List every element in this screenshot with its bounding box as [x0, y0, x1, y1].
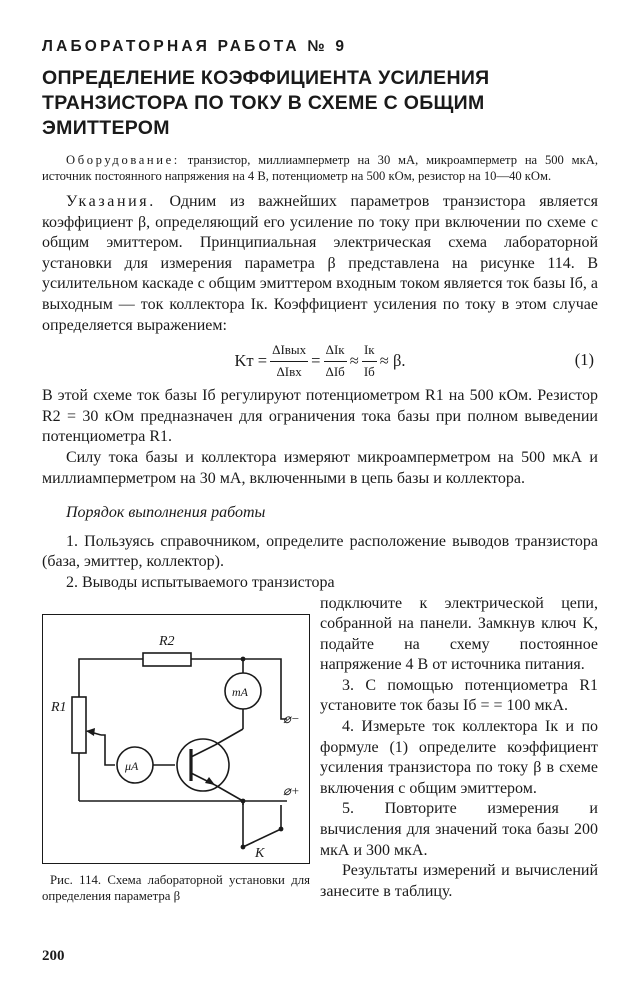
formula-eq: =: [311, 350, 321, 370]
label-r1: R1: [51, 699, 67, 715]
formula-1: [42, 336, 598, 386]
procedure-step-1: 1. Пользуясь справочником, определите расположение выводов транзистора (база, эмиттер, коллектор).: [42, 532, 598, 571]
page-number: 200: [42, 948, 65, 964]
instructions-paragraph-3: Силу тока базы и коллектора измеряют микроамперметром на 500 мкА и миллиамперметром на 30 мА, включенными в цепь базы и коллектора.: [42, 448, 598, 487]
instructions-paragraph-1: [42, 192, 598, 336]
figure-caption: Рис. 114. Схема лабораторной установки для определения параметра β: [42, 872, 310, 903]
procedure-step-2-cont: подключите к электрической цепи, собранной на панели. Замкнув ключ K, подайте на схему постоянное напряжение 4 В от источника питания.: [320, 594, 598, 674]
page-title: ОПРЕДЕЛЕНИЕ КОЭФФИЦИЕНТА УСИЛЕНИЯ ТРАНЗИСТОРА ПО ТОКУ В СХЕМЕ С ОБЩИМ ЭМИТТЕРОМ: [42, 67, 490, 139]
formula-f1-num: ΔIвых: [270, 340, 308, 362]
procedure-heading: Порядок выполнения работы: [66, 504, 266, 522]
formula-number: (1): [574, 350, 594, 370]
formula-rhs: ≈ β.: [379, 350, 406, 370]
circuit-svg: [43, 615, 309, 863]
label-ua: μA: [125, 758, 139, 773]
wire-top-left: [79, 659, 143, 697]
procedure-step-5: 5. Повторите измерения и вычисления для значений тока базы 200 мкА и 300 мкА.: [320, 800, 598, 859]
figure-section: [42, 594, 598, 924]
transistor-body: [177, 739, 229, 791]
formula-f1-den: ΔIвх: [276, 363, 302, 379]
page-content: [42, 38, 598, 924]
node-dot-1: [241, 656, 246, 661]
formula-fraction-3: [362, 340, 377, 382]
instructions-label: Указания.: [66, 193, 156, 210]
formula-fraction-2: [323, 340, 346, 382]
procedure-step-4: 4. Измерьте ток коллектора Iк и по формуле (1) определите коэффициент усиления транзистора по току β в схеме включения с общим эмиттером.: [320, 718, 598, 797]
formula-fraction-1: [270, 340, 308, 382]
label-minus: ⌀−: [283, 710, 300, 726]
label-r2: R2: [159, 633, 175, 649]
label-ma: mA: [232, 684, 248, 699]
instructions-section: [42, 192, 598, 594]
circuit-diagram: [42, 614, 310, 864]
wire-collector-lead: [215, 729, 243, 745]
instructions-paragraph-2: В этой схеме ток базы Iб регулируют потенциометром R1 на 500 кОм. Резистор R2 = 30 кОм предназначен для ограничения тока базы при полном выведении потенциометра R1.: [42, 387, 598, 446]
resistor-r2: [143, 653, 191, 666]
procedure-step-3: 3. С помощью потенциометра R1 установите ток базы Iб = = 100 мкА.: [320, 676, 598, 715]
label-key: K: [255, 845, 265, 861]
node-dot-4: [279, 826, 284, 831]
potentiometer-r1: [72, 697, 86, 753]
formula-approx: ≈: [349, 350, 359, 370]
procedure-step-2-start: 2. Выводы испытываемого транзистора: [66, 573, 335, 591]
equipment-label: Оборудование:: [66, 153, 180, 167]
slider-arrow: [86, 728, 95, 736]
node-dot-2: [241, 798, 246, 803]
emitter-arrow: [205, 777, 215, 785]
transistor-collector: [191, 745, 215, 757]
formula-f2-num: ΔIк: [324, 340, 347, 362]
formula-f3-num: Iк: [362, 340, 377, 362]
lab-number: ЛАБОРАТОРНАЯ РАБОТА № 9: [42, 38, 348, 55]
label-plus: ⌀+: [283, 782, 300, 798]
instructions-text-1: Одним из важнейших параметров транзистора является коэффициент β, определяющий его усиление по току при включении по схеме с общим эмиттером. Принципиальная электрическая схема лабораторной установки для измерения параметра β представлена на рисунке 114. В усилительном каскаде с общим эмиттером входным током является ток базы Iб, а выходным — ток коллектора Iк. Коэффициент усиления по току в этом случае определяется выражением:: [42, 193, 599, 334]
wire-right-minus: [243, 659, 287, 719]
equipment-paragraph: [42, 153, 598, 184]
procedure-right-column: [320, 594, 598, 903]
equipment-text: транзистор, миллиамперметр на 30 мА, микроамперметр на 500 мкА, источник постоянного напряжения на 4 В, потенциометр на 500 кОм, резистор на 10—40 кОм.: [42, 153, 598, 183]
key-k-switch: [243, 829, 281, 847]
wire-emitter-plus: [215, 785, 243, 805]
wire-slider: [101, 735, 115, 765]
formula-lhs: Kт =: [234, 350, 268, 370]
node-dot-3: [241, 844, 246, 849]
wire-top-right: [191, 659, 243, 673]
formula-f2-den: ΔIб: [325, 363, 345, 379]
procedure-step-6: Результаты измерений и вычислений занесите в таблицу.: [320, 862, 598, 900]
formula-f3-den: Iб: [363, 363, 375, 379]
